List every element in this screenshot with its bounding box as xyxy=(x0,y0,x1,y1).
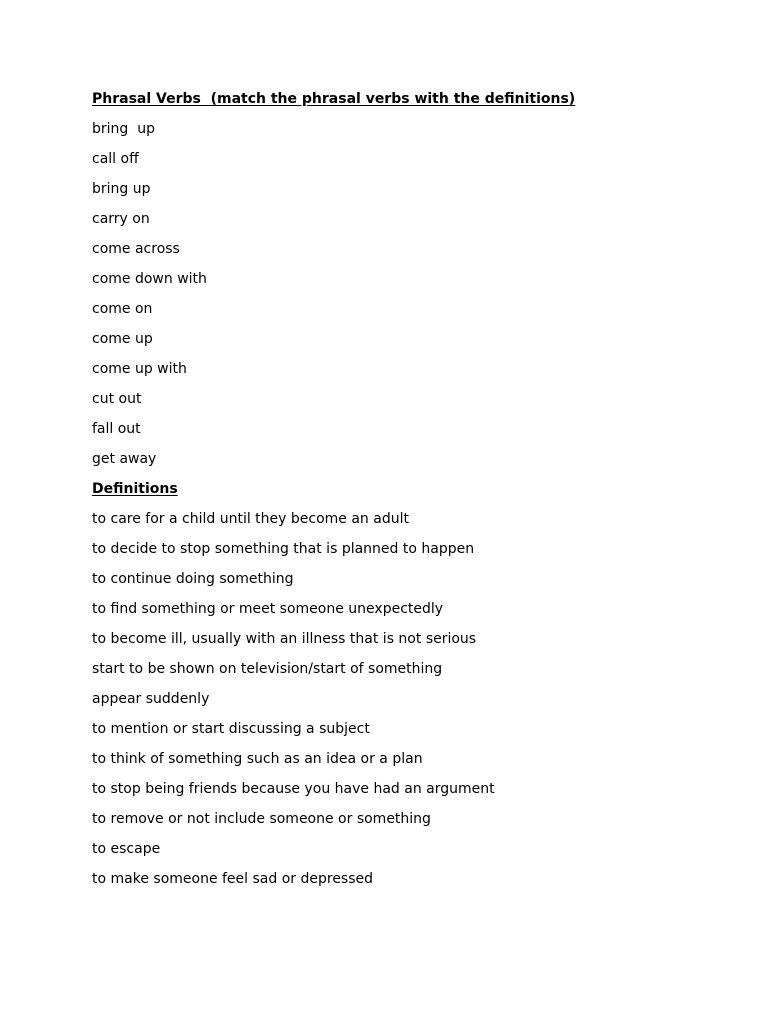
phrasal-verb-item: fall out xyxy=(92,421,141,437)
definition-item: to remove or not include someone or something xyxy=(92,811,431,827)
phrasal-verb-item: cut out xyxy=(92,391,142,407)
definition-item: to find something or meet someone unexpectedly xyxy=(92,601,444,617)
phrasal-verb-item: bring up xyxy=(92,121,155,137)
definition-item: to escape xyxy=(92,841,161,857)
page-title: Phrasal Verbs (match the phrasal verbs with the definitions) xyxy=(92,91,576,107)
definition-list xyxy=(92,504,732,894)
definition-item: to think of something such as an idea or a plan xyxy=(92,751,423,767)
definition-item: to stop being friends because you have had an argument xyxy=(92,781,495,797)
phrasal-verb-item: come up with xyxy=(92,361,187,377)
definition-item: start to be shown on television/start of something xyxy=(92,661,443,677)
definition-item: appear suddenly xyxy=(92,691,210,707)
phrasal-verb-list xyxy=(92,114,732,474)
document-content xyxy=(92,84,732,894)
phrasal-verb-item: come up xyxy=(92,331,153,347)
definition-item: to make someone feel sad or depressed xyxy=(92,871,374,887)
definition-item: to become ill, usually with an illness that is not serious xyxy=(92,631,477,647)
definitions-heading: Definitions xyxy=(92,481,178,497)
phrasal-verb-item: call off xyxy=(92,151,139,167)
definition-item: to care for a child until they become an adult xyxy=(92,511,409,527)
phrasal-verb-item: come across xyxy=(92,241,180,257)
phrasal-verb-item: bring up xyxy=(92,181,151,197)
phrasal-verb-item: get away xyxy=(92,451,157,467)
phrasal-verb-item: come on xyxy=(92,301,153,317)
definition-item: to mention or start discussing a subject xyxy=(92,721,370,737)
phrasal-verb-item: come down with xyxy=(92,271,207,287)
definition-item: to continue doing something xyxy=(92,571,294,587)
phrasal-verb-item: carry on xyxy=(92,211,150,227)
definition-item: to decide to stop something that is planned to happen xyxy=(92,541,475,557)
